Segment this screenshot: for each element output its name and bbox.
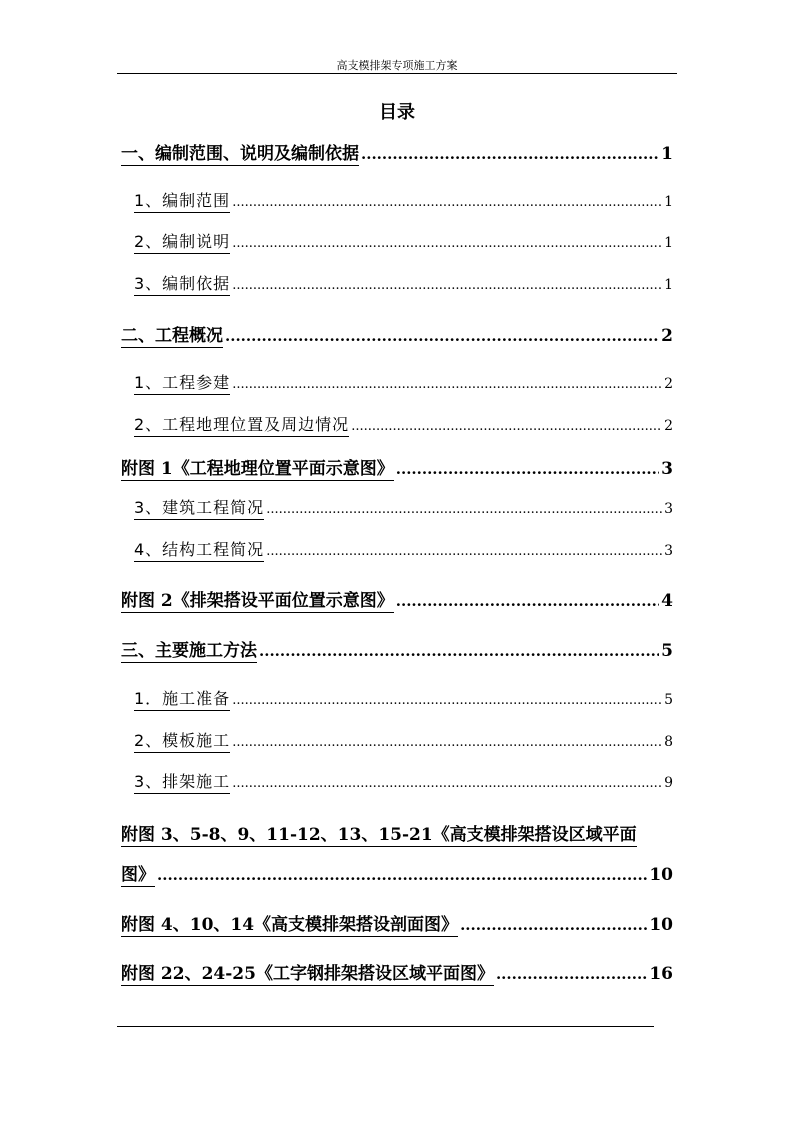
dot-leader <box>157 866 647 884</box>
toc-page-number: 2 <box>664 418 673 434</box>
toc-entry-appendix-1[interactable] <box>121 454 673 480</box>
dot-leader <box>396 460 659 478</box>
toc-entry-text: 图》 <box>121 860 155 887</box>
dot-leader <box>232 195 662 210</box>
toc-entry-appendix-22[interactable] <box>121 959 673 985</box>
toc-page-number: 2 <box>661 326 673 346</box>
toc-entry-text: 1、编制范围 <box>134 188 230 213</box>
toc-entry-text: 三、主要施工方法 <box>121 636 257 663</box>
toc-page-number: 2 <box>664 376 673 392</box>
toc-page-number: 3 <box>664 501 673 517</box>
toc-entry-1-3[interactable] <box>134 271 673 297</box>
toc-entry-3[interactable] <box>121 636 673 662</box>
toc-entry-2-3[interactable] <box>134 495 673 521</box>
toc-entry-text: 一、编制范围、说明及编制依据 <box>121 139 359 166</box>
toc-entry-1-2[interactable] <box>134 229 673 255</box>
dot-leader <box>232 236 662 251</box>
toc-entry-2-4[interactable] <box>134 537 673 563</box>
toc-entry-text: 2、模板施工 <box>134 728 230 753</box>
dot-leader <box>225 327 659 345</box>
toc-page-number: 10 <box>649 865 673 885</box>
toc-entry-text: 4、结构工程简况 <box>134 537 264 562</box>
toc-page-number: 4 <box>661 591 673 611</box>
toc-entry-appendix-2[interactable] <box>121 586 673 612</box>
toc-page-number: 1 <box>664 277 673 293</box>
dot-leader <box>351 419 662 434</box>
dot-leader <box>361 145 659 163</box>
running-header: 高支模排架专项施工方案 <box>336 59 458 72</box>
toc-entry-appendix-3-line2[interactable] <box>121 860 673 886</box>
dot-leader <box>496 965 647 983</box>
dot-leader <box>232 278 662 293</box>
header-rule <box>117 73 677 74</box>
toc-page-number: 8 <box>664 734 673 750</box>
toc-page-number: 5 <box>661 641 673 661</box>
toc-entry-text: 附图 1《工程地理位置平面示意图》 <box>121 454 394 481</box>
toc-entry-text: 1、工程参建 <box>134 370 230 395</box>
toc-entry-text: 3、建筑工程简况 <box>134 495 264 520</box>
dot-leader <box>259 642 659 660</box>
toc-entry-text: 2、工程地理位置及周边情况 <box>134 412 349 437</box>
toc-page-number: 1 <box>664 235 673 251</box>
toc-page-number: 10 <box>649 915 673 935</box>
toc-entry-appendix-4[interactable] <box>121 910 673 936</box>
toc-page-number: 1 <box>664 194 673 210</box>
toc-page-number: 9 <box>664 775 673 791</box>
toc-entry-appendix-3-line1[interactable] <box>121 820 673 845</box>
toc-page-number: 3 <box>661 459 673 479</box>
footer-rule <box>117 1026 654 1027</box>
toc-entry-text: 2、编制说明 <box>134 229 230 254</box>
toc-page-number: 16 <box>649 964 673 984</box>
toc-entry-text: 1．施工准备 <box>134 686 230 711</box>
dot-leader <box>396 592 659 610</box>
dot-leader <box>232 377 662 392</box>
dot-leader <box>266 502 662 517</box>
toc-entry-1-1[interactable] <box>134 188 673 214</box>
toc-page-number: 5 <box>664 692 673 708</box>
toc-entry-3-2[interactable] <box>134 728 673 754</box>
toc-entry-text: 附图 2《排架搭设平面位置示意图》 <box>121 586 394 613</box>
toc-entry-3-1[interactable] <box>134 686 673 712</box>
toc-entry-text: 3、编制依据 <box>134 271 230 296</box>
toc-entry-2[interactable] <box>121 321 673 347</box>
dot-leader <box>232 693 662 708</box>
toc-entry-3-3[interactable] <box>134 769 673 795</box>
dot-leader <box>266 544 662 559</box>
dot-leader <box>232 735 662 750</box>
dot-leader <box>232 776 662 791</box>
toc-entry-text: 附图 4、10、14《高支模排架搭设剖面图》 <box>121 910 458 937</box>
toc-entry-text: 附图 3、5-8、9、11-12、13、15-21《高支模排架搭设区域平面 <box>121 825 637 845</box>
toc-title: 目录 <box>379 102 415 123</box>
toc-page-number: 3 <box>664 543 673 559</box>
toc-entry-2-2[interactable] <box>134 412 673 438</box>
toc-entry-text: 3、排架施工 <box>134 769 230 794</box>
toc-entry-text: 附图 22、24-25《工字钢排架搭设区域平面图》 <box>121 959 494 986</box>
dot-leader <box>460 916 647 934</box>
toc-page-number: 1 <box>661 144 673 164</box>
toc-entry-1[interactable] <box>121 139 673 165</box>
toc-entry-text: 二、工程概况 <box>121 321 223 348</box>
toc-entry-2-1[interactable] <box>134 370 673 396</box>
